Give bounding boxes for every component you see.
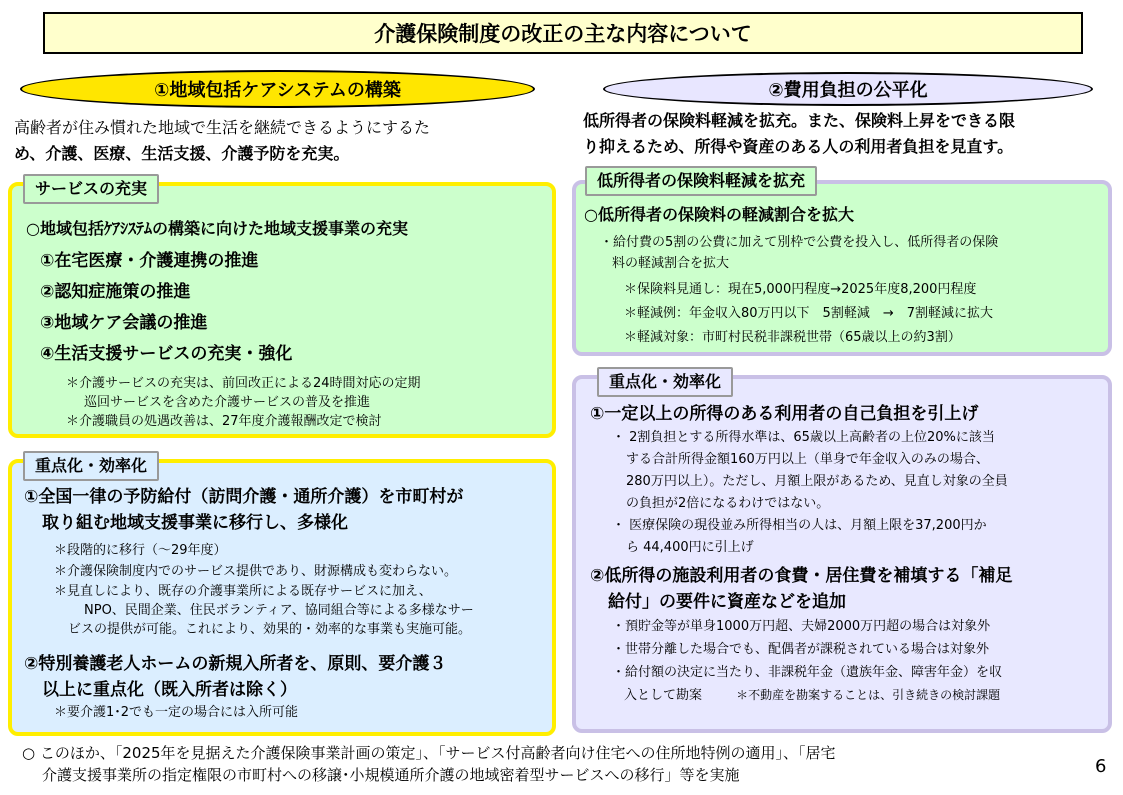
section1-heading: ①地域包括ケアシステムの構築	[20, 70, 535, 108]
footnote	[22, 742, 836, 786]
efficiency-right-b1: ・預貯金等が単身1000万円超、夫婦2000万円超の場合は対象外	[612, 619, 991, 634]
service-item-4: ④生活支援サービスの充実・強化	[40, 344, 293, 364]
section1-intro-line2: め、介護、医療、生活支援、介護予防を充実。	[14, 144, 350, 163]
efficiency-right-item2-line2: 給付」の要件に資産などを追加	[608, 592, 846, 612]
service-heading: ○地域包括ｹｱｼｽﾃﾑの構築に向けた地域支援事業の充実	[26, 219, 408, 238]
low-income-line1: ・給付費の5割の公費に加えて別枠で公費を投入し、低所得者の保険	[600, 235, 999, 250]
efficiency-right-p2-line1: ・ 医療保険の現役並み所得相当の人は、月額上限を37,200円か	[612, 518, 987, 533]
low-income-box-tab: 低所得者の保険料軽減を拡充	[585, 166, 817, 196]
page-number: 6	[1095, 756, 1107, 777]
footnote-line1: ○ このほか、「2025年を見据えた介護保険事業計画の策定」、「サービス付高齢者向け住宅への住所地特例の適用」、「居宅	[22, 744, 836, 762]
section2-intro-line2: り抑えるため、所得や資産のある人の利用者負担を見直す。	[583, 137, 1014, 156]
efficiency-right-p2-line2: ら 44,400円に引上げ	[626, 540, 754, 555]
footnote-line2: 介護支援事業所の指定権限の市町村への移譲･小規模通所介護の地域密着型サービスへの移行」等を実施	[42, 766, 740, 784]
efficiency-box-right-tab: 重点化・効率化	[597, 367, 733, 397]
efficiency-right-p1-line4: の負担が2倍になるわけではない。	[626, 496, 830, 511]
efficiency-right-p1-line1: ・ 2割負担とする所得水準は、65歳以上高齢者の上位20%に該当	[612, 430, 995, 445]
low-income-bullet3: ＊軽減対象：市町村民税非課税世帯（65歳以上の約3割）	[624, 330, 961, 345]
efficiency-right-b3-line2-row	[624, 684, 1012, 707]
section1-intro-line1: 高齢者が住み慣れた地域で生活を継続できるようにするた	[14, 118, 431, 137]
efficiency-right-p1-line3: 280万円以上）。ただし、月額上限があるため、見直し対象の全員	[626, 474, 1008, 489]
efficiency-right-b3-line2: 入として勘案	[624, 688, 703, 703]
efficiency-left-note3-line3: ビスの提供が可能。これにより、効果的・効率的な事業も実施可能。	[68, 622, 472, 637]
efficiency-right-item1: ①一定以上の所得のある利用者の自己負担を引上げ	[590, 404, 979, 424]
low-income-bullet1: ＊保険料見通し：現在5,000円程度→2025年度8,200円程度	[624, 282, 977, 297]
efficiency-left-note1: ＊段階的に移行（～29年度）	[54, 543, 227, 558]
service-box-content	[26, 216, 421, 431]
efficiency-left-item1-line1: ①全国一律の予防給付（訪問介護・通所介護）を市町村が	[24, 487, 464, 507]
efficiency-left-note3-line1: ＊見直しにより、既存の介護事業所による既存サービスに加え、	[54, 584, 432, 599]
service-item-1: ①在宅医療・介護連携の推進	[40, 251, 259, 271]
efficiency-right-p1-line2: する合計所得金額160万円以上（単身で年金収入のみの場合、	[626, 452, 989, 467]
efficiency-left-note4: ＊要介護1･2でも一定の場合には入所可能	[54, 705, 299, 720]
service-item-2: ②認知症施策の推進	[40, 282, 191, 302]
section2-intro-line1: 低所得者の保険料軽減を拡充。また、保険料上昇をできる限	[583, 111, 1016, 130]
efficiency-left-content	[24, 484, 474, 722]
efficiency-left-item1-line2: 取り組む地域支援事業に移行し、多様化	[42, 513, 348, 533]
efficiency-left-item2-line2: 以上に重点化（既入所者は除く）	[42, 680, 297, 700]
page-title: 介護保険制度の改正の主な内容について	[43, 12, 1083, 54]
low-income-heading: ○低所得者の保険料の軽減割合を拡大	[584, 205, 854, 224]
efficiency-right-content	[590, 401, 1012, 707]
low-income-line2: 料の軽減割合を拡大	[612, 256, 730, 271]
service-note2: ＊介護職員の処遇改善は、27年度介護報酬改定で検討	[66, 414, 382, 429]
low-income-content	[584, 202, 998, 350]
efficiency-left-note3-line2: NPO、民間企業、住民ボランティア、協同組合等による多様なサー	[84, 603, 474, 618]
low-income-bullet2: ＊軽減例：年金収入80万円以下 5割軽減 → 7割軽減に拡大	[624, 306, 993, 321]
efficiency-right-b3-note: ＊不動産を勘案することは、引き続きの検討課題	[736, 688, 1001, 702]
efficiency-left-note2: ＊介護保険制度内でのサービス提供であり、財源構成も変わらない。	[54, 564, 458, 579]
section2-heading: ②費用負担の公平化	[603, 72, 1093, 106]
efficiency-box-left-tab: 重点化・効率化	[23, 451, 159, 481]
service-note1-line1: ＊介護サービスの充実は、前回改正による24時間対応の定期	[66, 376, 421, 391]
efficiency-left-item2-line1: ②特別養護老人ホームの新規入所者を、原則、要介護３	[24, 654, 447, 674]
section1-intro	[14, 115, 549, 167]
section2-intro	[583, 108, 1113, 160]
efficiency-right-b2: ・世帯分離した場合でも、配偶者が課税されている場合は対象外	[612, 642, 990, 657]
service-note1-line2: 巡回サービスを含めた介護サービスの普及を推進	[84, 395, 371, 410]
efficiency-right-item2-line1: ②低所得の施設利用者の食費・居住費を補填する「補足	[590, 566, 1013, 586]
efficiency-right-b3-line1: ・給付額の決定に当たり、非課税年金（遺族年金、障害年金）を収	[612, 665, 1003, 680]
service-item-3: ③地域ケア会議の推進	[40, 313, 208, 333]
service-box-tab: サービスの充実	[23, 174, 159, 204]
